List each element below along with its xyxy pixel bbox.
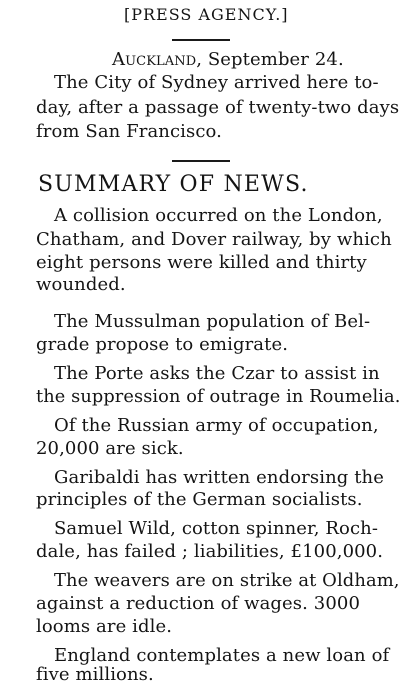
news-line: against a reduction of wages. 3000 [36,593,360,614]
news-line: Garibaldi has written endorsing the [54,467,384,488]
news-line: eight persons were killed and thirty [36,252,367,273]
top-rule [172,39,230,41]
section-heading: SUMMARY OF NEWS. [38,172,309,197]
news-line: 20,000 are sick. [36,438,184,459]
dateline-date: , September 24. [196,49,344,70]
news-line: A collision occurred on the London, [54,205,383,226]
section-rule [172,160,230,162]
news-line: The weavers are on strike at Oldham, [54,570,400,591]
news-line: Of the Russian army of occupation, [54,415,379,436]
news-line: dale, has failed ; liabilities, £100,000. [36,541,384,562]
news-line: five millions. [36,664,154,685]
news-line: Samuel Wild, cotton spinner, Roch- [54,518,379,539]
intro-line: from San Francisco. [36,121,222,142]
dateline-place: Auckland [112,49,197,70]
intro-line: The City of Sydney arrived here to- [54,72,379,93]
intro-line: day, after a passage of twenty-two days [36,97,400,118]
news-line: looms are idle. [36,616,173,637]
news-line: wounded. [36,274,126,295]
news-line: England contemplates a new loan of [54,645,390,666]
dateline [112,49,344,71]
news-line: The Mussulman population of Bel- [54,311,371,332]
news-line: The Porte asks the Czar to assist in [54,363,380,384]
agency-credit: [PRESS AGENCY.] [124,5,289,24]
news-line: the suppression of outrage in Roumelia. [36,386,401,407]
news-line: principles of the German socialists. [36,489,363,510]
news-line: Chatham, and Dover railway, by which [36,229,392,250]
news-line: grade propose to emigrate. [36,334,289,355]
